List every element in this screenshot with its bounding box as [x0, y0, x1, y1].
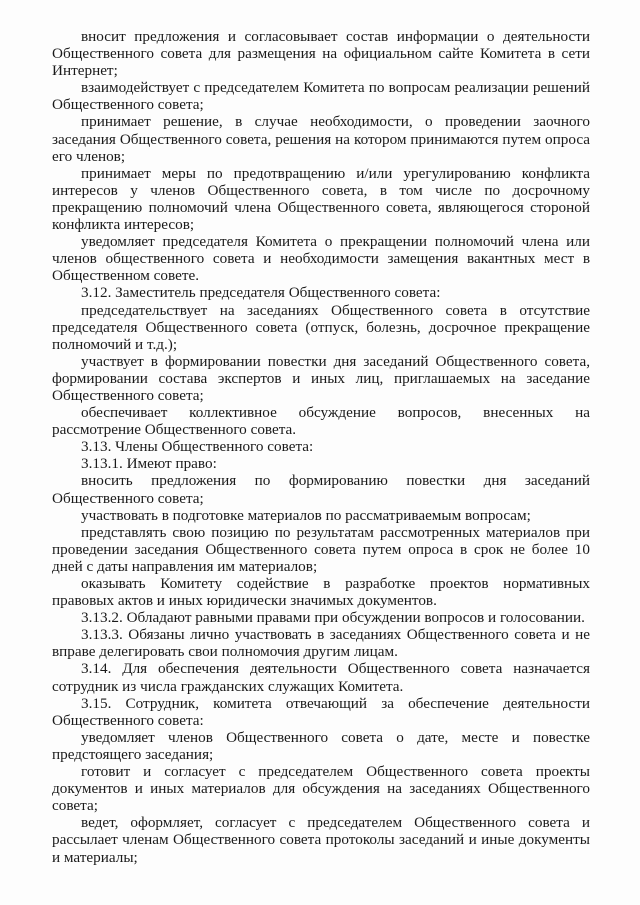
paragraph: принимает решение, в случае необходимости, о проведении заочного заседания Общественного совета, решения на котором принимаются путем опроса его членов;: [52, 113, 590, 165]
paragraph: взаимодействует с председателем Комитета по вопросам реализации решений Общественного совета;: [52, 79, 590, 114]
paragraph: ведет, оформляет, согласует с председателем Общественного совета и рассылает членам Общественного совета протоколы заседаний и иные документы и материалы;: [52, 814, 590, 866]
paragraph: председательствует на заседаниях Общественного совета в отсутствие председателя Общественного совета (отпуск, болезнь, досрочное прекращение полномочий и т.д.);: [52, 301, 590, 353]
paragraph: представлять свою позицию по результатам рассмотренных материалов при проведении заседания Общественного совета путем опроса в срок не более 10 дней с даты направления им материалов;: [52, 523, 590, 575]
paragraph: оказывать Комитету содействие в разработке проектов нормативных правовых актов и иных юридически значимых документов.: [52, 575, 590, 610]
paragraph: вносить предложения по формированию повестки дня заседаний Общественного совета;: [52, 472, 590, 507]
section-3-13-2: 3.13.2. Обладают равными правами при обсуждении вопросов и голосовании.: [81, 609, 585, 627]
section-3-13-3: 3.13.3. Обязаны лично участвовать в заседаниях Общественного совета и не вправе делегировать свои полномочия другим лицам.: [52, 626, 590, 661]
section-heading-3-13: 3.13. Члены Общественного совета:: [81, 438, 314, 456]
paragraph: готовит и согласует с председателем Общественного совета проекты документов и иных материалов для обсуждения на заседаниях Общественного совета;: [52, 763, 590, 815]
paragraph: участвовать в подготовке материалов по рассматриваемым вопросам;: [81, 506, 531, 524]
section-3-14: 3.14. Для обеспечения деятельности Общественного совета назначается сотрудник из числа гражданских служащих Комитета.: [52, 660, 590, 695]
paragraph: обеспечивает коллективное обсуждение вопросов, внесенных на рассмотрение Общественного совета.: [52, 404, 590, 439]
paragraph: участвует в формировании повестки дня заседаний Общественного совета, формировании состава экспертов и иных лиц, приглашаемых на заседание Общественного совета;: [52, 352, 590, 404]
paragraph: уведомляет председателя Комитета о прекращении полномочий члена или членов общественного совета и необходимости замещения вакантных мест в Общественном совете.: [52, 233, 590, 285]
paragraph: принимает меры по предотвращению и/или урегулированию конфликта интересов у членов Общественного совета, в том числе по досрочному прекращению полномочий члена Общественного совета, являющегося стороной конфликта интересов;: [52, 164, 590, 234]
section-3-15: 3.15. Сотрудник, комитета отвечающий за обеспечение деятельности Общественного совета:: [52, 694, 590, 729]
section-heading-3-12: 3.12. Заместитель председателя Общественного совета:: [81, 284, 441, 302]
document-body: [52, 28, 590, 866]
paragraph: вносит предложения и согласовывает состав информации о деятельности Общественного совета для размещения на официальном сайте Комитета в сети Интернет;: [52, 28, 590, 80]
paragraph: уведомляет членов Общественного совета о дате, месте и повестке предстоящего заседания;: [52, 728, 590, 763]
section-heading-3-13-1: 3.13.1. Имеют право:: [81, 455, 217, 473]
